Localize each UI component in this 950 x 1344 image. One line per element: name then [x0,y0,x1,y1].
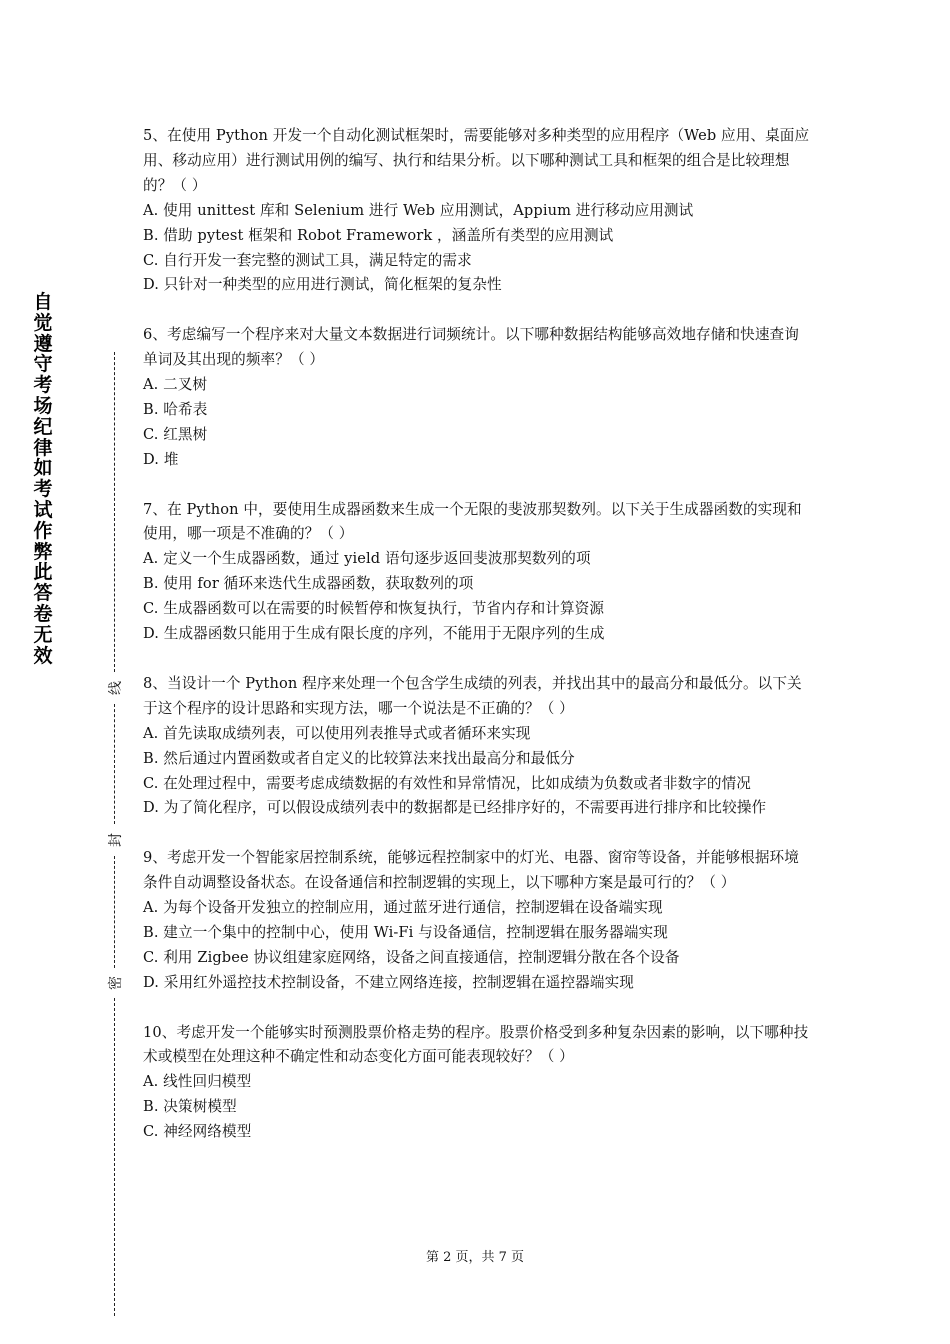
option-d: D. 堆 [143,450,179,468]
option-b: B. 然后通过内置函数或者自定义的比较算法来找出最高分和最低分 [143,749,575,767]
option-a: A. 为每个设备开发独立的控制应用，通过蓝牙进行通信，控制逻辑在设备端实现 [143,899,663,917]
seal-dash-segment [114,998,115,1316]
question-stem: 10、考虑开发一个能够实时预测股票价格走势的程序。股票价格受到多种复杂因素的影响，以下哪种技术或模型在处理这种不确定性和动态变化方面可能表现较好？（ ） [143,1023,809,1066]
question-stem: 7、在 Python 中，要使用生成器函数来生成一个无限的斐波那契数列。以下关于生成器函数的实现和使用，哪一项是不准确的？（ ） [143,500,802,543]
option-b: B. 哈希表 [143,400,208,418]
seal-dash-segment [114,704,115,824]
question-stem: 6、考虑编写一个程序来对大量文本数据进行词频统计。以下哪种数据结构能够高效地存储和快速查询单词及其出现的频率？（ ） [143,326,799,369]
option-c: C. 神经网络模型 [143,1123,252,1141]
question-6 [143,323,811,472]
question-stem: 8、当设计一个 Python 程序来处理一个包含学生成绩的列表，并找出其中的最高分和最低分。以下关于这个程序的设计思路和实现方法，哪一个说法是不正确的？（ ） [143,674,802,717]
option-a: A. 首先读取成绩列表，可以使用列表推导式或者循环来实现 [143,724,531,742]
seal-dash-segment [114,352,115,672]
page-number: 第 2 页，共 7 页 [425,1250,525,1265]
question-10 [143,1021,811,1146]
question-list [143,124,811,1170]
option-a: A. 使用 unittest 库和 Selenium 进行 Web 应用测试，Appium 进行移动应用测试 [143,201,694,219]
option-d: D. 采用红外遥控技术控制设备，不建立网络连接，控制逻辑在遥控器端实现 [143,973,634,991]
option-a: A. 二叉树 [143,376,208,394]
option-b: B. 决策树模型 [143,1098,237,1116]
option-c: C. 红黑树 [143,425,208,443]
question-7 [143,498,811,647]
seal-dash-segment [114,856,115,968]
question-8 [143,672,811,821]
seal-line [104,348,128,1318]
option-a: A. 线性回归模型 [143,1073,252,1091]
option-c: C. 利用 Zigbee 协议组建家庭网络，设备之间直接通信，控制逻辑分散在各个设备 [143,948,680,966]
question-stem: 5、在使用 Python 开发一个自动化测试框架时，需要能够对多种类型的应用程序（Web 应用、桌面应用、移动应用）进行测试用例的编写、执行和结果分析。以下哪种测试工具和框架的组合是比较理想的？（ ） [143,127,810,194]
option-b: B. 借助 pytest 框架和 Robot Framework ，涵盖所有类型的应用测试 [143,226,614,244]
option-d: D. 生成器函数只能用于生成有限长度的序列，不能用于无限序列的生成 [143,625,605,643]
seal-char-mi: 密 [108,976,124,990]
option-a: A. 定义一个生成器函数，通过 yield 语句逐步返回斐波那契数列的项 [143,550,591,568]
seal-char-xian: 线 [108,681,124,695]
option-b: B. 使用 for 循环来迭代生成器函数，获取数列的项 [143,575,474,593]
question-5 [143,124,811,298]
question-stem: 9、考虑开发一个智能家居控制系统，能够远程控制家中的灯光、电器、窗帘等设备，并能够根据环境条件自动调整设备状态。在设备通信和控制逻辑的实现上，以下哪种方案是最可行的？（ ） [143,849,799,892]
exam-discipline-notice: 自觉遵守考场纪律如考试作弊此答卷无效 [33,291,53,667]
option-c: C. 自行开发一套完整的测试工具，满足特定的需求 [143,251,472,269]
option-d: D. 为了简化程序，可以假设成绩列表中的数据都是已经排序好的，不需要再进行排序和比较操作 [143,799,767,817]
question-9 [143,846,811,995]
option-c: C. 在处理过程中，需要考虑成绩数据的有效性和异常情况，比如成绩为负数或者非数字的情况 [143,774,751,792]
option-d: D. 只针对一种类型的应用进行测试，简化框架的复杂性 [143,276,502,294]
seal-char-feng: 封 [108,833,124,847]
option-c: C. 生成器函数可以在需要的时候暂停和恢复执行，节省内存和计算资源 [143,600,605,618]
option-b: B. 建立一个集中的控制中心，使用 Wi-Fi 与设备通信，控制逻辑在服务器端实现 [143,923,668,941]
